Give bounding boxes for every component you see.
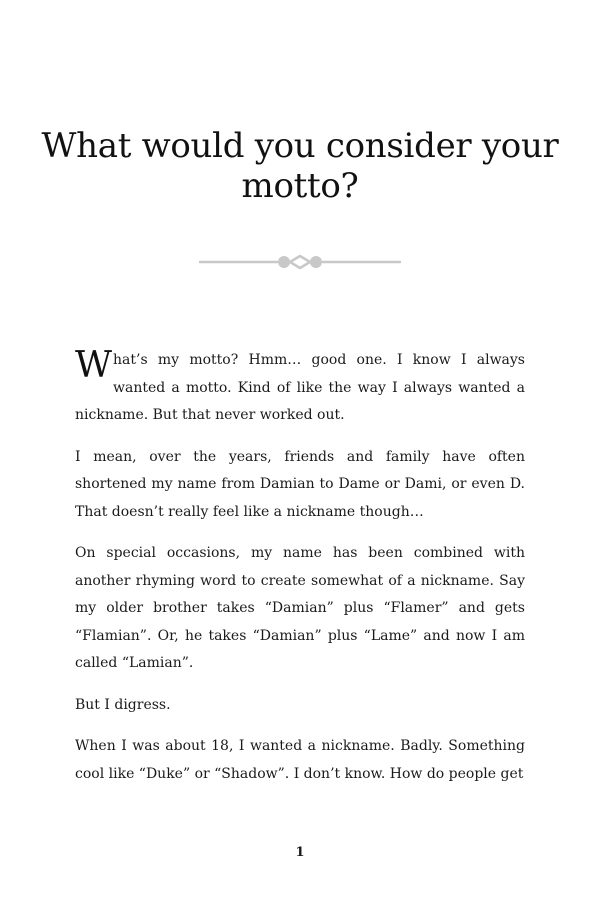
paragraph-4: But I digress.	[75, 696, 171, 713]
paragraph-1	[75, 347, 525, 430]
chapter-title: What would you consider your motto?	[41, 126, 559, 206]
paragraph-1-text: hat’s my motto? Hmm… good one. I know I always wanted a motto. Kind of like the way I always wanted a nickname. But that never worked out.	[75, 352, 525, 423]
paragraph-2: I mean, over the years, friends and family have often shortened my name from Damian to Dame or Dami, or even D. That doesn’t really feel like a nickname though…	[75, 448, 525, 520]
drop-cap: W	[75, 345, 113, 386]
paragraph-3: On special occasions, my name has been combined with another rhyming word to create somewhat of a nickname. Say my older brother takes “Damian” plus “Flamer” and gets “Flamian”. Or, he takes “Damian” plus “Lame” and now I am called “Lamian”.	[75, 545, 525, 671]
divider-flourish-icon	[199, 252, 401, 272]
paragraph-5: When I was about 18, I wanted a nickname. Badly. Something cool like “Duke” or “Shadow”. I don’t know. How do people get	[75, 738, 525, 782]
page-number: 1	[295, 845, 305, 860]
chapter-body	[75, 347, 525, 802]
